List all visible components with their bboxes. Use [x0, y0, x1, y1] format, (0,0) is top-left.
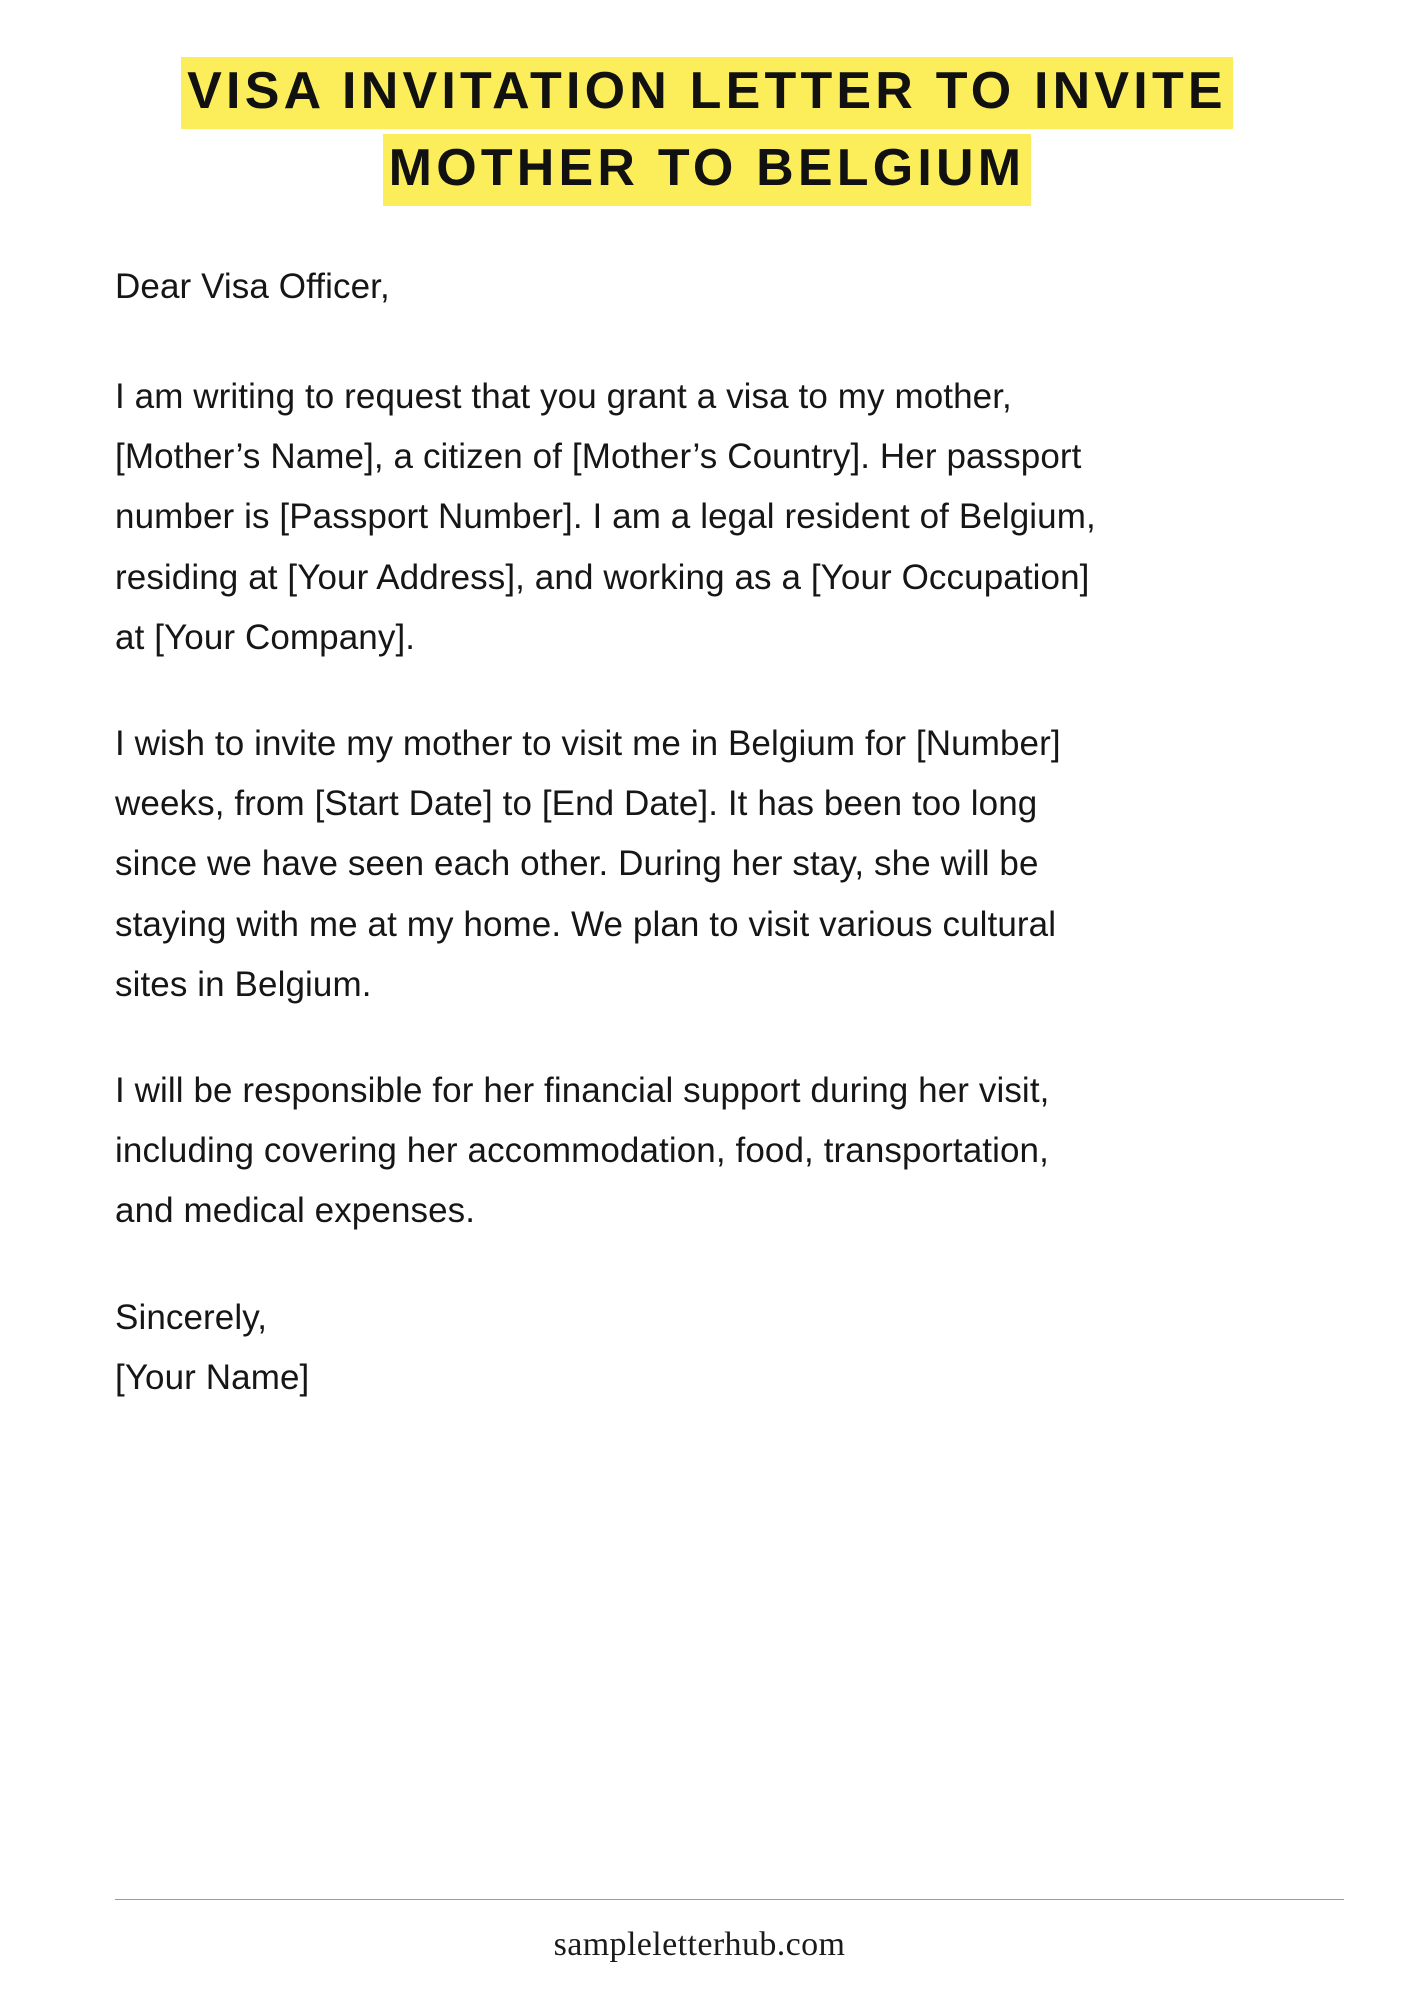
page-title	[0, 0, 1414, 201]
paragraph-2: I wish to invite my mother to visit me in Belgium for [Number] weeks, from [Start Date] to [End Date]. It has been too long since we have seen each other. During her stay, she will be staying with me at my home. We plan to visit various cultural sites in Belgium.	[115, 724, 1061, 1004]
footer-divider	[115, 1899, 1344, 1900]
title-line-1-text: VISA INVITATION LETTER TO INVITE	[181, 57, 1233, 129]
title-line-2	[52, 137, 1362, 200]
paragraph-3: I will be responsible for her financial support during her visit, including covering her accommodation, food, transportation, and medical expenses.	[115, 1070, 1050, 1231]
letter-body	[0, 257, 1414, 1899]
signature-name: [Your Name]	[115, 1357, 310, 1397]
greeting-line: Dear Visa Officer,	[115, 266, 390, 306]
title-line-1	[52, 60, 1362, 123]
title-line-2-text: MOTHER TO BELGIUM	[383, 134, 1032, 206]
footer-website: sampleletterhub.com	[553, 1926, 846, 1963]
signature-block	[115, 1288, 1344, 1408]
page-footer	[115, 1899, 1344, 2000]
paragraph-1: I am writing to request that you grant a visa to my mother, [Mother’s Name], a citizen of [Mother’s Country]. Her passport number is [Passport Number]. I am a legal resident of Belgium, residing at [Your Address], and working as a [Your Occupation] at [Your Company].	[115, 377, 1096, 657]
closing-line: Sincerely,	[115, 1297, 268, 1337]
